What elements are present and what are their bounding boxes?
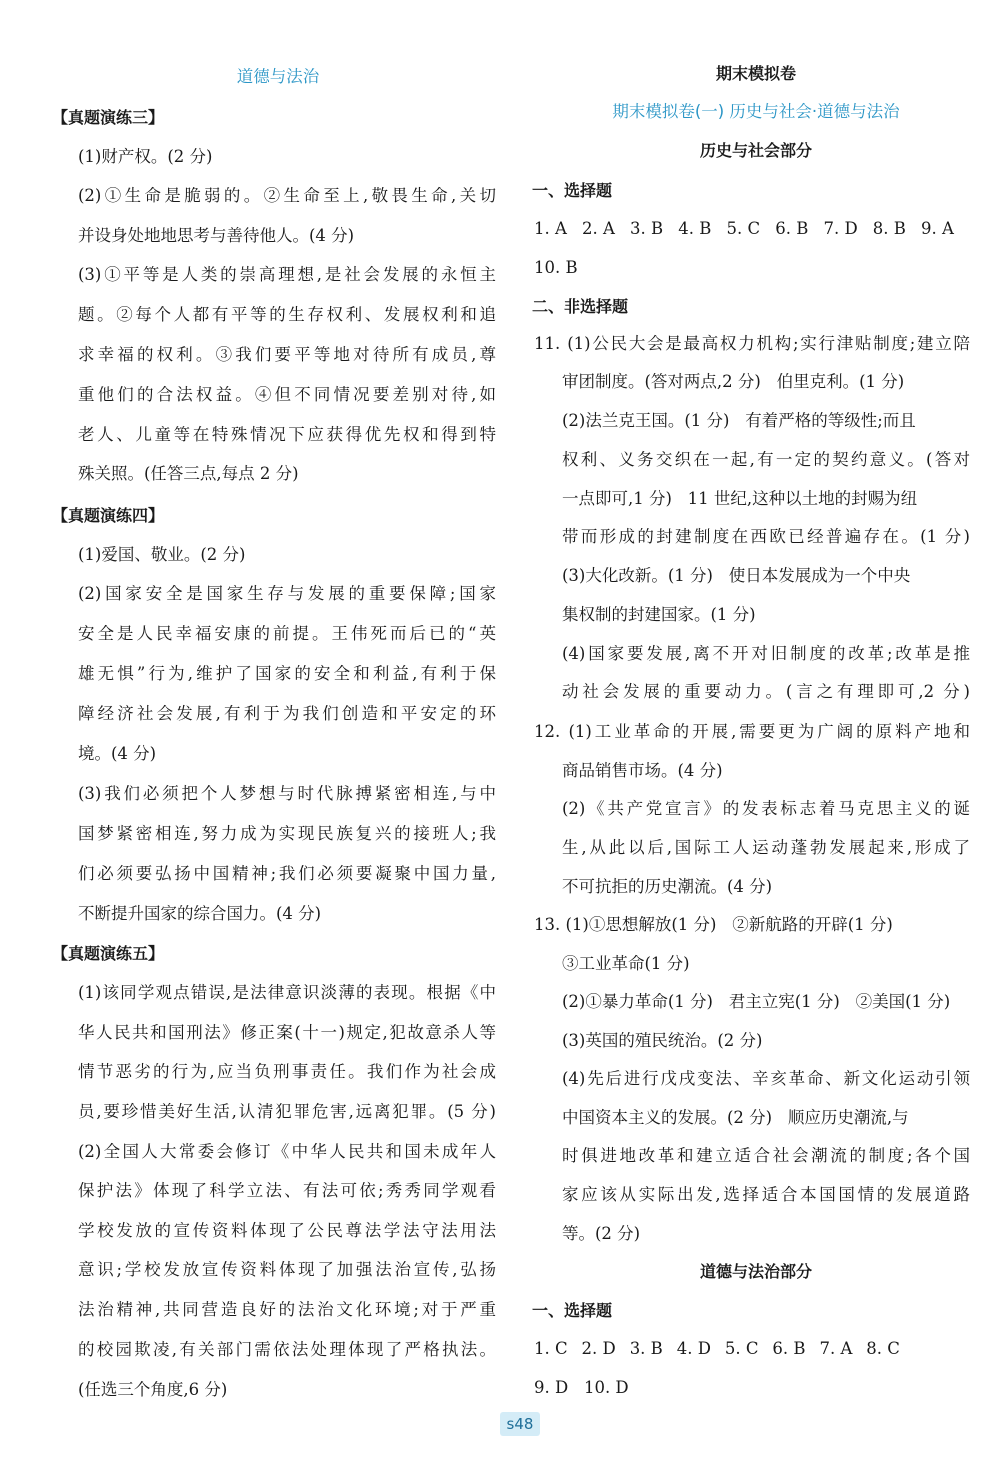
choice-item: 7. A <box>819 1339 853 1358</box>
choice-item: 9. A <box>921 219 954 238</box>
choice-item: 2. D <box>581 1339 616 1358</box>
right-subtitle: 期末模拟卷(一) 历史与社会·道德与法治 <box>612 102 900 121</box>
answer-line: (1)该同学观点错误,是法律意识淡薄的表现。根据《中 <box>78 983 496 1002</box>
part2-choice-heading: 一、选择题 <box>532 1301 613 1320</box>
q12-line: (2)《共产党宣言》的发表标志着马克思主义的诞 <box>562 799 970 818</box>
answer-line: 国梦紧密相连,努力成为实现民族复兴的接班人;我 <box>78 824 496 843</box>
choice-item: 9. D 10. D <box>534 1378 629 1397</box>
choice-item: 1. C <box>534 1339 568 1358</box>
q12-line: 不可抗拒的历史潮流。(4 分) <box>562 877 773 896</box>
section-heading-4: 【真题演练四】 <box>52 506 165 525</box>
q11-line: (2)法兰克王国。(1 分) 有着严格的等级性;而且 <box>562 411 916 430</box>
answer-line: 境。(4 分) <box>78 744 157 763</box>
q12-line: 商品销售市场。(4 分) <box>562 761 723 780</box>
answer-line: 雄无惧”行为,维护了国家的安全和利益,有利于保 <box>78 664 496 683</box>
section-heading-3: 【真题演练三】 <box>52 108 165 127</box>
answer-line: 并设身处地地思考与善待他人。(4 分) <box>78 226 355 245</box>
answer-line: (2)全国人大常委会修订《中华人民共和国未成年人 <box>78 1142 496 1161</box>
q11-line: 带而形成的封建制度在西欧已经普遍存在。(1 分) <box>562 527 970 546</box>
part2-title: 道德与法治部分 <box>699 1262 812 1281</box>
answer-line: 殊关照。(任答三点,每点 2 分) <box>78 464 299 483</box>
part2-choices <box>534 1338 900 1360</box>
q13-line: 等。(2 分) <box>562 1224 641 1243</box>
choice-item: 4. B <box>678 219 712 238</box>
answer-line: (2)①生命是脆弱的。②生命至上,敬畏生命,关切 <box>78 186 496 205</box>
choice-item: 1. A <box>534 219 567 238</box>
answer-line: (3)我们必须把个人梦想与时代脉搏紧密相连,与中 <box>78 784 496 803</box>
answer-line: (1)财产权。(2 分) <box>78 147 213 166</box>
right-title: 期末模拟卷 <box>715 64 796 83</box>
answer-line: 华人民共和国刑法》修正案(十一)规定,犯故意杀人等 <box>78 1023 496 1042</box>
answer-line: 重他们的合法权益。④但不同情况要差别对待,如 <box>78 385 496 404</box>
answer-line: 学校发放的宣传资料体现了公民尊法学法守法用法 <box>78 1221 496 1240</box>
answer-line: 法治精神,共同营造良好的法治文化环境;对于严重 <box>78 1300 496 1319</box>
answer-line: 求幸福的权利。③我们要平等地对待所有成员,尊 <box>78 345 496 364</box>
answer-line: 安全是人民幸福安康的前提。王伟死而后已的“英 <box>78 624 496 643</box>
answer-line: 意识;学校发放宣传资料体现了加强法治宣传,弘扬 <box>78 1260 496 1279</box>
q11-line: 11. (1)公民大会是最高权力机构;实行津贴制度;建立陪 <box>534 334 970 353</box>
choice-item: 8. C <box>866 1339 900 1358</box>
q13-line: 家应该从实际出发,选择适合本国国情的发展道路 <box>562 1185 970 1204</box>
q11-line: 动社会发展的重要动力。(言之有理即可,2 分) <box>562 682 970 701</box>
q12-line: 12. (1)工业革命的开展,需要更为广阔的原料产地和 <box>534 722 970 741</box>
answer-line: (1)爱国、敬业。(2 分) <box>78 545 246 564</box>
answer-line: (任选三个角度,6 分) <box>78 1380 228 1399</box>
q11-line: 一点即可,1 分) 11 世纪,这种以土地的封赐为纽 <box>562 489 918 508</box>
q11-line: 权利、义务交织在一起,有一定的契约意义。(答对 <box>562 450 970 469</box>
q13-line: 中国资本主义的发展。(2 分) 顺应历史潮流,与 <box>562 1108 909 1127</box>
part1-title: 历史与社会部分 <box>699 141 812 160</box>
choice-item: 6. B <box>772 1339 806 1358</box>
part1-choices <box>534 218 954 240</box>
choice-item: 7. D <box>823 219 858 238</box>
choice-item: 4. D <box>676 1339 711 1358</box>
q11-line: (4)国家要发展,离不开对旧制度的改革;改革是推 <box>562 644 970 663</box>
left-title: 道德与法治 <box>236 67 320 86</box>
q13-line: 时俱进地改革和建立适合社会潮流的制度;各个国 <box>562 1146 970 1165</box>
q13-line: (3)英国的殖民统治。(2 分) <box>562 1031 763 1050</box>
q13-line: (4)先后进行戊戌变法、辛亥革命、新文化运动引领 <box>562 1069 970 1088</box>
answer-line: 题。②每个人都有平等的生存权利、发展权利和追 <box>78 305 496 324</box>
choice-item: 6. B <box>775 219 809 238</box>
choice-item: 3. B <box>629 1339 663 1358</box>
answer-line: 老人、儿童等在特殊情况下应获得优先权和得到特 <box>78 425 496 444</box>
answer-line: 们必须要弘扬中国精神;我们必须要凝聚中国力量, <box>78 864 496 883</box>
answer-line: 的校园欺凌,有关部门需依法处理体现了严格执法。 <box>78 1340 496 1359</box>
q12-line: 生,从此以后,国际工人运动蓬勃发展起来,形成了 <box>562 838 970 857</box>
part1-nonchoice-heading: 二、非选择题 <box>532 297 629 316</box>
q13-line: ③工业革命(1 分) <box>562 954 690 973</box>
q11-line: 集权制的封建国家。(1 分) <box>562 605 756 624</box>
choice-item: 3. B <box>630 219 664 238</box>
section-heading-5: 【真题演练五】 <box>52 944 165 963</box>
choice-item: 8. B <box>872 219 906 238</box>
answer-line: 不断提升国家的综合国力。(4 分) <box>78 904 322 923</box>
q13-line: 13. (1)①思想解放(1 分) ②新航路的开辟(1 分) <box>534 915 893 934</box>
answer-line: 员,要珍惜美好生活,认清犯罪危害,远离犯罪。(5 分) <box>78 1102 496 1121</box>
answer-line: 情节恶劣的行为,应当负刑事责任。我们作为社会成 <box>78 1062 496 1081</box>
answer-line: 保护法》体现了科学立法、有法可依;秀秀同学观看 <box>78 1181 496 1200</box>
answer-line: 障经济社会发展,有利于为我们创造和平安定的环 <box>78 704 496 723</box>
choice-item: 5. C <box>726 219 761 238</box>
q11-line: 审团制度。(答对两点,2 分) 伯里克利。(1 分) <box>562 372 905 391</box>
part1-choice-heading: 一、选择题 <box>532 181 613 200</box>
choice-item: 5. C <box>724 1339 759 1358</box>
page-number: s48 <box>500 1412 540 1436</box>
answer-line: (2)国家安全是国家生存与发展的重要保障;国家 <box>78 584 496 603</box>
answer-line: (3)①平等是人类的崇高理想,是社会发展的永恒主 <box>78 265 496 284</box>
q13-line: (2)①暴力革命(1 分) 君主立宪(1 分) ②美国(1 分) <box>562 992 951 1011</box>
choice-item: 2. A <box>582 219 615 238</box>
q11-line: (3)大化改新。(1 分) 使日本发展成为一个中央 <box>562 566 911 585</box>
choice-item: 10. B <box>534 258 578 277</box>
